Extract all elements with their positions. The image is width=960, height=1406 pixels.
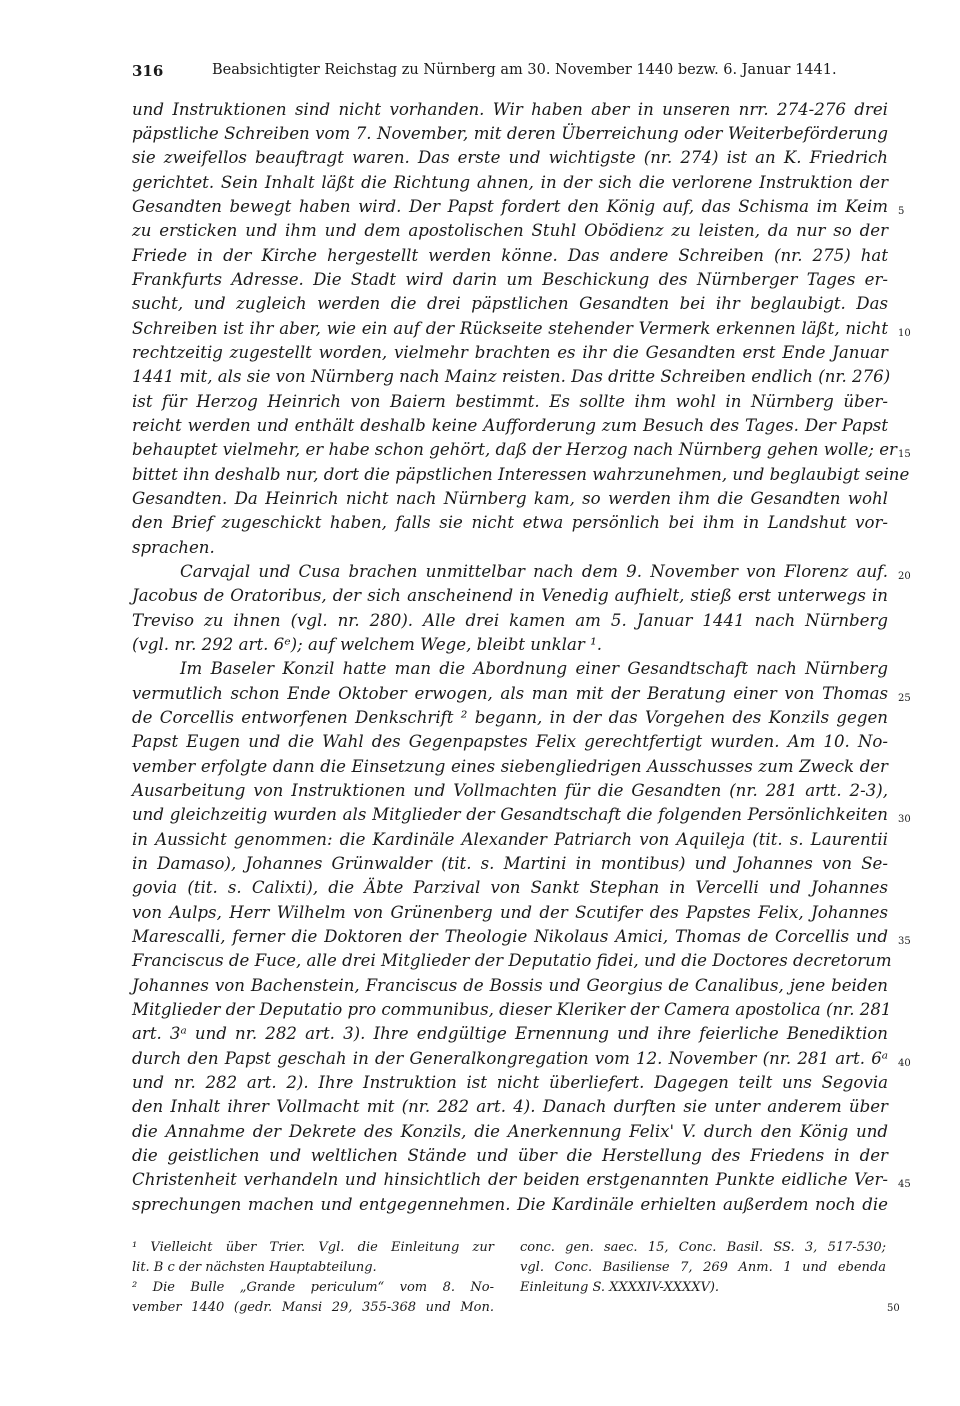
text-line: Papst Eugen und die Wahl des Gegenpapstes Felix gerechtfertigt wurden. Am 10. No- <box>132 732 888 751</box>
line-number: 5 <box>898 206 905 217</box>
page-number: 316 <box>132 62 164 80</box>
text-line: ist für Herzog Heinrich von Baiern bestimmt. Es sollte ihm wohl in Nürnberg über- <box>132 392 888 411</box>
text-line: sprachen. <box>132 538 215 557</box>
text-line: und gleichzeitig wurden als Mitglieder der Gesandtschaft die folgenden Persönlichkeiten <box>132 805 888 824</box>
text-line: Friede in der Kirche hergestellt werden könne. Das andere Schreiben (nr. 275) hat <box>132 246 888 265</box>
line-number: 45 <box>898 1179 911 1190</box>
text-line: de Corcellis entworfenen Denkschrift ² begann, in der das Vorgehen des Konzils gegen <box>132 708 888 727</box>
text-line: die Annahme der Dekrete des Konzils, die Anerkennung Felix' V. durch den König und <box>132 1122 888 1141</box>
running-title: Beabsichtigter Reichstag zu Nürnberg am 30. November 1440 bezw. 6. Januar 1441. <box>212 62 837 78</box>
text-line: 1441 mit, als sie von Nürnberg nach Mainz reisten. Das dritte Schreiben endlich (nr. 276) <box>132 367 891 386</box>
text-line: Jacobus de Oratoribus, der sich anscheinend in Venedig aufhielt, stieß erst unterwegs in <box>132 586 888 605</box>
text-line: reicht werden und enthält deshalb keine Aufforderung zum Besuch des Tages. Der Papst <box>132 416 888 435</box>
footnote-line: conc. gen. saec. 15, Conc. Basil. SS. 3, 517-530; <box>520 1240 886 1255</box>
text-line: sucht, und zugleich werden die drei päpstlichen Gesandten bei ihr beglaubigt. Das <box>132 294 888 313</box>
text-line: in Aussicht genommen: die Kardinäle Alexander Patriarch von Aquileja (tit. s. Laurentii <box>132 830 888 849</box>
text-line: in Damaso), Johannes Grünwalder (tit. s. Martini in montibus) und Johannes von Se- <box>132 854 888 873</box>
text-line: vermutlich schon Ende Oktober erwogen, als man mit der Beratung einer von Thomas <box>132 684 888 703</box>
text-line: den Brief zugeschickt haben, falls sie nicht etwa persönlich bei ihm in Landshut vor- <box>132 513 888 532</box>
text-line: sprechungen machen und entgegennehmen. Die Kardinäle erhielten außerdem noch die <box>132 1195 888 1214</box>
text-line: die geistlichen und weltlichen Stände und über die Herstellung des Friedens in der <box>132 1146 888 1165</box>
text-line: rechtzeitig zugestellt worden, vielmehr brachten es ihr die Gesandten erst Ende Januar <box>132 343 888 362</box>
text-line: durch den Papst geschah in der Generalkongregation vom 12. November (nr. 281 art. 6ᵃ <box>132 1049 888 1068</box>
text-line: und nr. 282 art. 2). Ihre Instruktion ist nicht überliefert. Dagegen teilt uns Segovia <box>132 1073 888 1092</box>
line-number: 10 <box>898 328 911 339</box>
footnote-line: ² Die Bulle „Grande periculum“ vom 8. No- <box>132 1280 494 1295</box>
text-line: Carvajal und Cusa brachen unmittelbar nach dem 9. November von Florenz auf. <box>180 562 888 581</box>
line-number: 40 <box>898 1058 911 1069</box>
text-line: Franciscus de Fuce, alle drei Mitglieder der Deputatio fidei, und die Doctores decretorum <box>132 951 892 970</box>
footnote-line: lit. B c der nächsten Hauptabteilung. <box>132 1260 377 1275</box>
text-line: zu ersticken und ihm und dem apostolischen Stuhl Obödienz zu leisten, da nur so der <box>132 221 888 240</box>
footnote-line: vgl. Conc. Basiliense 7, 269 Anm. 1 und ebenda <box>520 1260 886 1275</box>
text-line: päpstliche Schreiben vom 7. November, mit deren Überreichung oder Weiterbeförderung <box>132 124 888 143</box>
text-line: Gesandten bewegt haben wird. Der Papst fordert den König auf, das Schisma im Keim <box>132 197 888 216</box>
text-line: bittet ihn deshalb nur, dort die päpstlichen Interessen wahrzunehmen, und beglaubigt seine <box>132 465 910 484</box>
text-line: Ausarbeitung von Instruktionen und Vollmachten für die Gesandten (nr. 281 artt. 2-3), <box>132 781 888 800</box>
text-line: behauptet vielmehr, er habe schon gehört, daß der Herzog nach Nürnberg gehen wolle; er <box>132 440 897 459</box>
text-line: vember erfolgte dann die Einsetzung eines siebengliedrigen Ausschusses zum Zweck der <box>132 757 888 776</box>
text-line: Schreiben ist ihr aber, wie ein auf der Rückseite stehender Vermerk erkennen läßt, nicht <box>132 319 888 338</box>
text-line: govia (tit. s. Calixti), die Äbte Parzival von Sankt Stephan in Vercelli und Johannes <box>132 878 888 897</box>
footnote-line: vember 1440 (gedr. Mansi 29, 355-368 und Mon. <box>132 1300 494 1315</box>
text-line: gerichtet. Sein Inhalt läßt die Richtung ahnen, in der sich die verlorene Instruktion der <box>132 173 888 192</box>
line-number: 35 <box>898 936 911 947</box>
footnote-line: Einleitung S. XXXXIV-XXXXV). <box>520 1280 720 1295</box>
text-line: Gesandten. Da Heinrich nicht nach Nürnberg kam, so werden ihm die Gesandten wohl <box>132 489 888 508</box>
text-line: Im Baseler Konzil hatte man die Abordnung einer Gesandtschaft nach Nürnberg <box>180 659 888 678</box>
text-line: Treviso zu ihnen (vgl. nr. 280). Alle drei kamen am 5. Januar 1441 nach Nürnberg <box>132 611 888 630</box>
line-number: 25 <box>898 693 911 704</box>
line-number: 20 <box>898 571 911 582</box>
text-line: Johannes von Bachenstein, Franciscus de Bossis und Georgius de Canalibus, jene beiden <box>132 976 888 995</box>
text-line: art. 3ᵃ und nr. 282 art. 3). Ihre endgültige Ernennung und ihre feierliche Benediktion <box>132 1024 888 1043</box>
footer-number: 50 <box>887 1303 900 1314</box>
text-line: Marescalli, ferner die Doktoren der Theologie Nikolaus Amici, Thomas de Corcellis und <box>132 927 888 946</box>
text-line: den Inhalt ihrer Vollmacht mit (nr. 282 art. 4). Danach durften sie unter anderem über <box>132 1097 888 1116</box>
text-line: und Instruktionen sind nicht vorhanden. Wir haben aber in unseren nrr. 274-276 drei <box>132 100 888 119</box>
text-line: Mitglieder der Deputatio pro communibus, dieser Kleriker der Camera apostolica (nr. 281 <box>132 1000 892 1019</box>
text-line: Frankfurts Adresse. Die Stadt wird darin um Beschickung des Nürnberger Tages er- <box>132 270 888 289</box>
text-line: Christenheit verhandeln und hinsichtlich der beiden erstgenannten Punkte eidliche Ver- <box>132 1170 888 1189</box>
line-number: 15 <box>898 449 911 460</box>
text-line: von Aulps, Herr Wilhelm von Grünenberg und der Scutifer des Papstes Felix, Johannes <box>132 903 888 922</box>
text-line: (vgl. nr. 292 art. 6ᵉ); auf welchem Wege, bleibt unklar ¹. <box>132 635 603 654</box>
line-number: 30 <box>898 814 911 825</box>
footnote-line: ¹ Vielleicht über Trier. Vgl. die Einleitung zur <box>132 1240 494 1255</box>
text-line: sie zweifellos beauftragt waren. Das erste und wichtigste (nr. 274) ist an K. Friedrich <box>132 148 888 167</box>
